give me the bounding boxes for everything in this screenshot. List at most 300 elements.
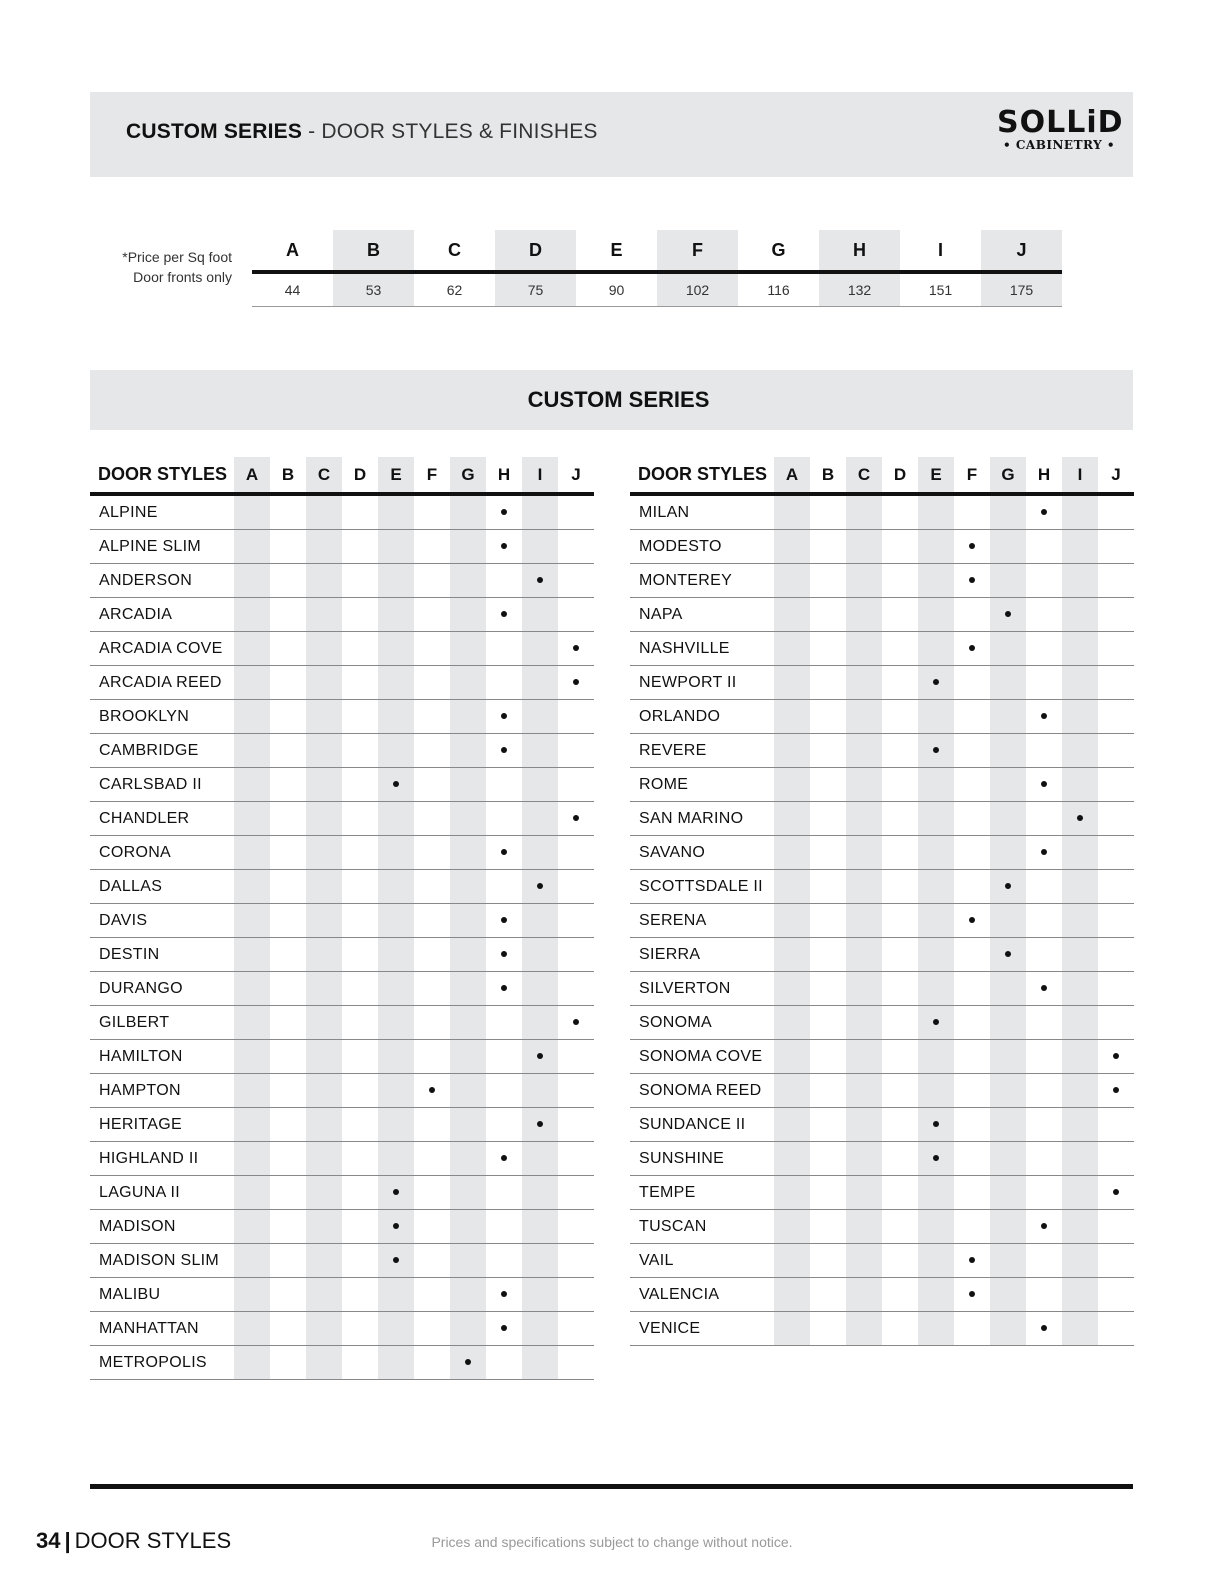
grade-cell	[450, 530, 486, 564]
grade-cell	[918, 1176, 954, 1210]
grade-column-header: A	[774, 457, 810, 494]
grade-cell	[774, 1006, 810, 1040]
grade-cell	[378, 768, 414, 802]
door-style-name: MONTEREY	[630, 564, 774, 598]
grade-cell	[810, 734, 846, 768]
grade-cell	[1098, 1074, 1134, 1108]
grade-cell	[810, 564, 846, 598]
table-row	[630, 1074, 1134, 1108]
door-style-name: MANHATTAN	[90, 1312, 234, 1346]
grade-cell	[1026, 632, 1062, 666]
price-grade-header: C	[414, 230, 495, 272]
grade-cell	[414, 1176, 450, 1210]
grade-cell	[486, 1142, 522, 1176]
grade-cell	[918, 598, 954, 632]
grade-cell	[270, 836, 306, 870]
grade-cell	[846, 768, 882, 802]
grade-cell	[558, 598, 594, 632]
grade-column-header: H	[1026, 457, 1062, 494]
grade-cell	[558, 530, 594, 564]
grade-cell	[1026, 836, 1062, 870]
grade-cell	[270, 1346, 306, 1380]
grade-cell	[954, 1108, 990, 1142]
grade-cell	[810, 1142, 846, 1176]
grade-cell	[378, 530, 414, 564]
grade-cell	[1026, 564, 1062, 598]
grade-dot-icon	[501, 917, 507, 923]
page-title	[126, 120, 598, 144]
door-style-name: REVERE	[630, 734, 774, 768]
grade-cell	[486, 904, 522, 938]
grade-cell	[1062, 1040, 1098, 1074]
grade-cell	[450, 734, 486, 768]
footer-separator: |	[64, 1528, 71, 1553]
table-row	[90, 700, 594, 734]
grade-cell	[954, 1210, 990, 1244]
grade-dot-icon	[933, 1121, 939, 1127]
grade-cell	[234, 1176, 270, 1210]
grade-cell	[1026, 904, 1062, 938]
grade-cell	[414, 972, 450, 1006]
grade-cell	[234, 802, 270, 836]
table-row	[90, 530, 594, 564]
grade-cell	[306, 666, 342, 700]
grade-cell	[306, 1346, 342, 1380]
grade-cell	[846, 1040, 882, 1074]
grade-cell	[558, 870, 594, 904]
grade-cell	[918, 1006, 954, 1040]
grade-dot-icon	[933, 1019, 939, 1025]
grade-cell	[558, 1074, 594, 1108]
table-row	[630, 564, 1134, 598]
grade-cell	[234, 666, 270, 700]
grade-column-header: D	[342, 457, 378, 494]
grade-cell	[1098, 1108, 1134, 1142]
grade-cell	[846, 938, 882, 972]
grade-cell	[774, 632, 810, 666]
grade-cell	[342, 734, 378, 768]
grade-cell	[342, 1210, 378, 1244]
grade-cell	[990, 904, 1026, 938]
grade-cell	[378, 1244, 414, 1278]
grade-cell	[234, 1074, 270, 1108]
door-style-name: ARCADIA REED	[90, 666, 234, 700]
grade-cell	[918, 972, 954, 1006]
grade-cell	[486, 1312, 522, 1346]
grade-column-header: F	[954, 457, 990, 494]
grade-cell	[486, 1278, 522, 1312]
grade-cell	[1098, 530, 1134, 564]
grade-cell	[306, 870, 342, 904]
grade-cell	[378, 1074, 414, 1108]
grade-cell	[774, 1074, 810, 1108]
door-style-name: MADISON SLIM	[90, 1244, 234, 1278]
grade-cell	[522, 666, 558, 700]
grade-dot-icon	[501, 543, 507, 549]
door-style-name: MALIBU	[90, 1278, 234, 1312]
grade-cell	[954, 666, 990, 700]
grade-dot-icon	[537, 1053, 543, 1059]
grade-cell	[1062, 564, 1098, 598]
grade-cell	[558, 1210, 594, 1244]
grade-cell	[342, 666, 378, 700]
grade-cell	[882, 1074, 918, 1108]
grade-cell	[954, 1074, 990, 1108]
grade-dot-icon	[1113, 1053, 1119, 1059]
table-row	[630, 666, 1134, 700]
door-style-name: VALENCIA	[630, 1278, 774, 1312]
grade-cell	[450, 802, 486, 836]
door-styles-header: DOOR STYLES	[630, 457, 774, 494]
door-style-name: SONOMA REED	[630, 1074, 774, 1108]
grade-cell	[234, 700, 270, 734]
table-row	[630, 802, 1134, 836]
grade-dot-icon	[1041, 849, 1047, 855]
grade-cell	[486, 870, 522, 904]
door-style-name: SIERRA	[630, 938, 774, 972]
grade-cell	[486, 632, 522, 666]
price-value: 62	[414, 272, 495, 307]
grade-cell	[846, 734, 882, 768]
table-row	[630, 836, 1134, 870]
grade-cell	[270, 972, 306, 1006]
grade-cell	[1026, 972, 1062, 1006]
grade-cell	[450, 1006, 486, 1040]
grade-dot-icon	[501, 713, 507, 719]
grade-cell	[270, 1244, 306, 1278]
grade-cell	[270, 1074, 306, 1108]
grade-cell	[1062, 1176, 1098, 1210]
grade-cell	[306, 1142, 342, 1176]
grade-cell	[414, 494, 450, 530]
grade-dot-icon	[501, 747, 507, 753]
grade-cell	[522, 938, 558, 972]
grade-cell	[810, 1244, 846, 1278]
grade-cell	[1026, 494, 1062, 530]
price-value: 75	[495, 272, 576, 307]
grade-cell	[414, 1210, 450, 1244]
grade-cell	[882, 564, 918, 598]
grade-cell	[306, 802, 342, 836]
grade-cell	[558, 666, 594, 700]
page-title-subtitle: - DOOR STYLES & FINISHES	[302, 120, 598, 143]
grade-cell	[270, 632, 306, 666]
grade-cell	[450, 666, 486, 700]
grade-dot-icon	[933, 747, 939, 753]
grade-cell	[810, 1278, 846, 1312]
grade-cell	[234, 564, 270, 598]
price-grade-header: E	[576, 230, 657, 272]
grade-cell	[846, 1006, 882, 1040]
grade-cell	[774, 904, 810, 938]
door-style-name: NAPA	[630, 598, 774, 632]
grade-cell	[954, 938, 990, 972]
grade-cell	[954, 1312, 990, 1346]
grade-cell	[414, 530, 450, 564]
grade-cell	[378, 494, 414, 530]
grade-cell	[450, 938, 486, 972]
grade-dot-icon	[537, 577, 543, 583]
grade-cell	[954, 632, 990, 666]
grade-cell	[918, 494, 954, 530]
grade-cell	[954, 836, 990, 870]
grade-cell	[1098, 632, 1134, 666]
grade-cell	[414, 938, 450, 972]
grade-cell	[1098, 1006, 1134, 1040]
grade-cell	[306, 700, 342, 734]
grade-cell	[1062, 904, 1098, 938]
grade-cell	[486, 1210, 522, 1244]
table-row	[90, 564, 594, 598]
grade-cell	[378, 666, 414, 700]
grade-cell	[990, 1108, 1026, 1142]
grade-cell	[558, 836, 594, 870]
grade-cell	[1026, 1040, 1062, 1074]
door-style-name: NEWPORT II	[630, 666, 774, 700]
table-row	[90, 802, 594, 836]
grade-cell	[270, 1040, 306, 1074]
table-row	[90, 1244, 594, 1278]
grade-cell	[270, 564, 306, 598]
grade-cell	[450, 700, 486, 734]
grade-cell	[306, 1108, 342, 1142]
grade-cell	[378, 870, 414, 904]
table-row	[90, 1142, 594, 1176]
table-row	[630, 1176, 1134, 1210]
grade-cell	[918, 632, 954, 666]
price-value: 90	[576, 272, 657, 307]
grade-cell	[990, 1278, 1026, 1312]
grade-cell	[306, 564, 342, 598]
grade-cell	[486, 564, 522, 598]
section-title: CUSTOM SERIES	[527, 387, 710, 412]
grade-cell	[990, 666, 1026, 700]
grade-cell	[882, 1176, 918, 1210]
grade-cell	[486, 1176, 522, 1210]
grade-cell	[918, 734, 954, 768]
grade-cell	[378, 1176, 414, 1210]
grade-dot-icon	[501, 509, 507, 515]
grade-cell	[918, 938, 954, 972]
grade-cell	[378, 632, 414, 666]
grade-cell	[846, 1278, 882, 1312]
door-style-name: DAVIS	[90, 904, 234, 938]
grade-cell	[1098, 1176, 1134, 1210]
table-row	[90, 1006, 594, 1040]
price-grade-header: G	[738, 230, 819, 272]
grade-cell	[414, 1006, 450, 1040]
grade-cell	[774, 972, 810, 1006]
grade-cell	[1098, 768, 1134, 802]
grade-dot-icon	[1113, 1087, 1119, 1093]
price-label-line2: Door fronts only	[133, 269, 232, 285]
grade-cell	[1026, 598, 1062, 632]
grade-dot-icon	[537, 1121, 543, 1127]
grade-cell	[1062, 836, 1098, 870]
grade-cell	[774, 938, 810, 972]
grade-cell	[234, 1108, 270, 1142]
grade-cell	[342, 598, 378, 632]
grade-cell	[882, 802, 918, 836]
grade-cell	[954, 1006, 990, 1040]
grade-cell	[846, 598, 882, 632]
grade-cell	[234, 530, 270, 564]
grade-cell	[414, 666, 450, 700]
grade-cell	[846, 1244, 882, 1278]
grade-column-header: H	[486, 457, 522, 494]
grade-cell	[990, 836, 1026, 870]
grade-cell	[774, 530, 810, 564]
grade-cell	[1098, 494, 1134, 530]
grade-cell	[450, 1108, 486, 1142]
grade-cell	[810, 1006, 846, 1040]
grade-cell	[810, 870, 846, 904]
grade-cell	[522, 1278, 558, 1312]
grade-cell	[990, 598, 1026, 632]
grade-cell	[846, 1142, 882, 1176]
grade-cell	[1098, 1210, 1134, 1244]
grade-cell	[450, 1346, 486, 1380]
door-style-name: DESTIN	[90, 938, 234, 972]
price-value: 44	[252, 272, 333, 307]
grade-dot-icon	[1005, 951, 1011, 957]
grade-cell	[450, 870, 486, 904]
price-value: 151	[900, 272, 981, 307]
grade-cell	[414, 1108, 450, 1142]
table-row	[630, 1006, 1134, 1040]
logo-wordmark: SOLLiD	[997, 105, 1124, 140]
grade-cell	[846, 870, 882, 904]
grade-cell	[414, 768, 450, 802]
grade-cell	[774, 598, 810, 632]
table-row	[90, 1040, 594, 1074]
table-row	[90, 1074, 594, 1108]
grade-cell	[558, 1346, 594, 1380]
grade-cell	[414, 632, 450, 666]
grade-cell	[522, 1142, 558, 1176]
grade-dot-icon	[429, 1087, 435, 1093]
grade-cell	[1098, 666, 1134, 700]
door-style-name: DALLAS	[90, 870, 234, 904]
grade-column-header: B	[810, 457, 846, 494]
grade-cell	[486, 1346, 522, 1380]
grade-cell	[342, 836, 378, 870]
grade-cell	[450, 632, 486, 666]
grade-cell	[882, 1278, 918, 1312]
table-row	[630, 972, 1134, 1006]
grade-cell	[954, 564, 990, 598]
door-style-name: VENICE	[630, 1312, 774, 1346]
grade-cell	[522, 1040, 558, 1074]
grade-cell	[1098, 904, 1134, 938]
grade-cell	[882, 1006, 918, 1040]
grade-cell	[270, 1006, 306, 1040]
grade-cell	[270, 494, 306, 530]
door-style-name: SONOMA COVE	[630, 1040, 774, 1074]
grade-column-header: G	[450, 457, 486, 494]
grade-cell	[270, 1176, 306, 1210]
table-row	[90, 768, 594, 802]
door-style-name: MODESTO	[630, 530, 774, 564]
grade-cell	[846, 700, 882, 734]
grade-dot-icon	[501, 1325, 507, 1331]
grade-cell	[774, 1210, 810, 1244]
footer-section: DOOR STYLES	[74, 1528, 232, 1553]
grade-cell	[342, 632, 378, 666]
grade-dot-icon	[537, 883, 543, 889]
grade-cell	[270, 1210, 306, 1244]
grade-cell	[1098, 1244, 1134, 1278]
grade-dot-icon	[573, 815, 579, 821]
grade-cell	[1062, 870, 1098, 904]
grade-dot-icon	[933, 1155, 939, 1161]
grade-cell	[846, 1108, 882, 1142]
grade-cell	[414, 802, 450, 836]
grade-cell	[342, 768, 378, 802]
grade-dot-icon	[393, 1257, 399, 1263]
grade-cell	[954, 734, 990, 768]
grade-cell	[1026, 938, 1062, 972]
grade-dot-icon	[465, 1359, 471, 1365]
table-row	[630, 1210, 1134, 1244]
table-row	[90, 1278, 594, 1312]
table-row	[90, 938, 594, 972]
door-style-name: BROOKLYN	[90, 700, 234, 734]
grade-cell	[774, 1244, 810, 1278]
grade-cell	[306, 1312, 342, 1346]
door-style-name: SAVANO	[630, 836, 774, 870]
grade-cell	[918, 700, 954, 734]
grade-cell	[522, 1346, 558, 1380]
door-style-name: HIGHLAND II	[90, 1142, 234, 1176]
page-number: 34	[36, 1528, 61, 1553]
grade-cell	[1026, 1312, 1062, 1346]
grade-cell	[414, 700, 450, 734]
grade-cell	[1062, 802, 1098, 836]
door-style-name: SCOTTSDALE II	[630, 870, 774, 904]
grade-cell	[234, 1312, 270, 1346]
door-style-name: SONOMA	[630, 1006, 774, 1040]
table-row	[90, 836, 594, 870]
grade-cell	[558, 1142, 594, 1176]
table-row	[630, 1108, 1134, 1142]
grade-cell	[522, 1244, 558, 1278]
table-row	[90, 632, 594, 666]
grade-column-header: C	[846, 457, 882, 494]
grade-cell	[1062, 494, 1098, 530]
grade-cell	[558, 1006, 594, 1040]
grade-cell	[558, 1108, 594, 1142]
table-row	[90, 1210, 594, 1244]
grade-cell	[882, 938, 918, 972]
grade-cell	[342, 1040, 378, 1074]
grade-cell	[1098, 836, 1134, 870]
grade-cell	[990, 1074, 1026, 1108]
door-style-name: LAGUNA II	[90, 1176, 234, 1210]
grade-cell	[954, 530, 990, 564]
grade-cell	[810, 1074, 846, 1108]
section-banner	[90, 370, 1133, 430]
grade-column-header: J	[558, 457, 594, 494]
grade-cell	[306, 1006, 342, 1040]
grade-cell	[522, 530, 558, 564]
grade-cell	[846, 836, 882, 870]
footer-divider	[90, 1484, 1133, 1489]
door-style-name: NASHVILLE	[630, 632, 774, 666]
grade-cell	[558, 972, 594, 1006]
grade-cell	[558, 1176, 594, 1210]
grade-cell	[522, 904, 558, 938]
